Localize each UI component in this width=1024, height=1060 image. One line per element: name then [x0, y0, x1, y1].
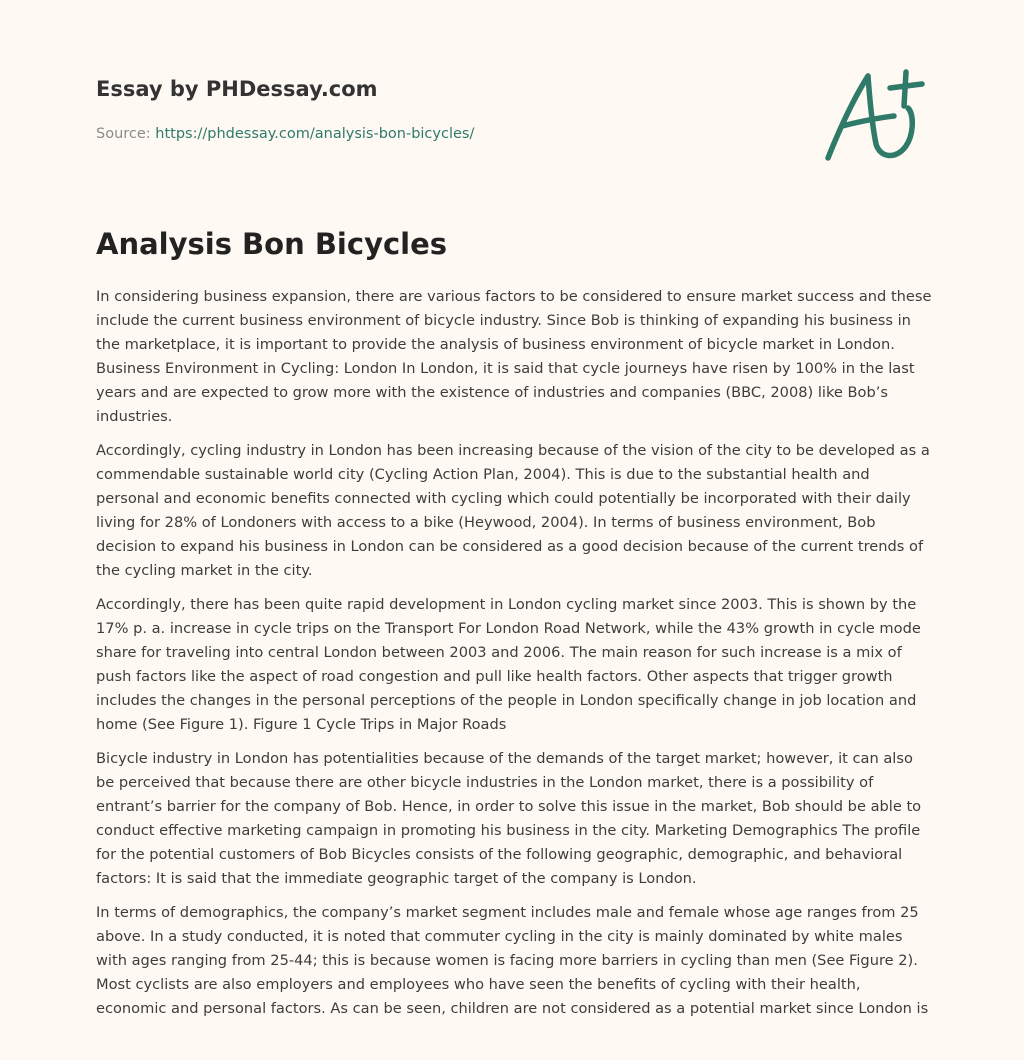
source-line: [96, 124, 796, 144]
paragraph: In terms of demographics, the company’s market segment includes male and female whose age ranges from 25 above. In a study conducted, it is noted that commuter cycling in the city is mainly dominated by white males with ages ranging from 25-44; this is because women is facing more barriers in cycling than men (See Figure 2). Most cyclists are also employers and employees who have seen the benefits of cycling with their health, economic and personal factors. As can be seen, children are not considered as a potential market since London is: [96, 904, 929, 1017]
source-link[interactable]: https://phdessay.com/analysis-bon-bicycles/: [155, 126, 475, 142]
site-brand: Essay by PHDessay.com: [96, 77, 378, 101]
essay-body: [96, 285, 934, 1031]
essay-title: Analysis Bon Bicycles: [96, 227, 448, 261]
a-plus-logo-icon: [820, 66, 930, 166]
header: [96, 74, 796, 144]
source-label: Source:: [96, 126, 156, 142]
paragraph: In considering business expansion, there are various factors to be considered to ensure market success and these include the current business environment of bicycle industry. Since Bob is thinking of expanding his business in the marketplace, it is important to provide the analysis of business environment of bicycle market in London. Business Environment in Cycling: London In London, it is said that cycle journeys have risen by 100% in the last years and are expected to grow more with the existence of industries and companies (BBC, 2008) like Bob’s industries.: [96, 288, 932, 425]
paragraph: Accordingly, there has been quite rapid development in London cycling market since 2003. This is shown by the 17% p. a. increase in cycle trips on the Transport For London Road Network, while the 43% growth in cycle mode share for traveling into central London between 2003 and 2006. The main reason for such increase is a mix of push factors like the aspect of road congestion and pull like health factors. Other aspects that trigger growth includes the changes in the personal perceptions of the people in London specifically change in job location and home (See Figure 1). Figure 1 Cycle Trips in Major Roads: [96, 596, 921, 733]
paragraph: Accordingly, cycling industry in London has been increasing because of the vision of the city to be developed as a commendable sustainable world city (Cycling Action Plan, 2004). This is due to the substantial health and personal and economic benefits connected with cycling which could potentially be incorporated with their daily living for 28% of Londoners with access to a bike (Heywood, 2004). In terms of business environment, Bob decision to expand his business in London can be considered as a good decision because of the current trends of the cycling market in the city.: [96, 442, 930, 579]
paragraph: Bicycle industry in London has potentialities because of the demands of the target market; however, it can also be perceived that because there are other bicycle industries in the London market, there is a possibility of entrant’s barrier for the company of Bob. Hence, in order to solve this issue in the market, Bob should be able to conduct effective marketing campaign in promoting his business in the city. Marketing Demographics The profile for the potential customers of Bob Bicycles consists of the following geographic, demographic, and behavioral factors: It is said that the immediate geographic target of the company is London.: [96, 750, 922, 887]
